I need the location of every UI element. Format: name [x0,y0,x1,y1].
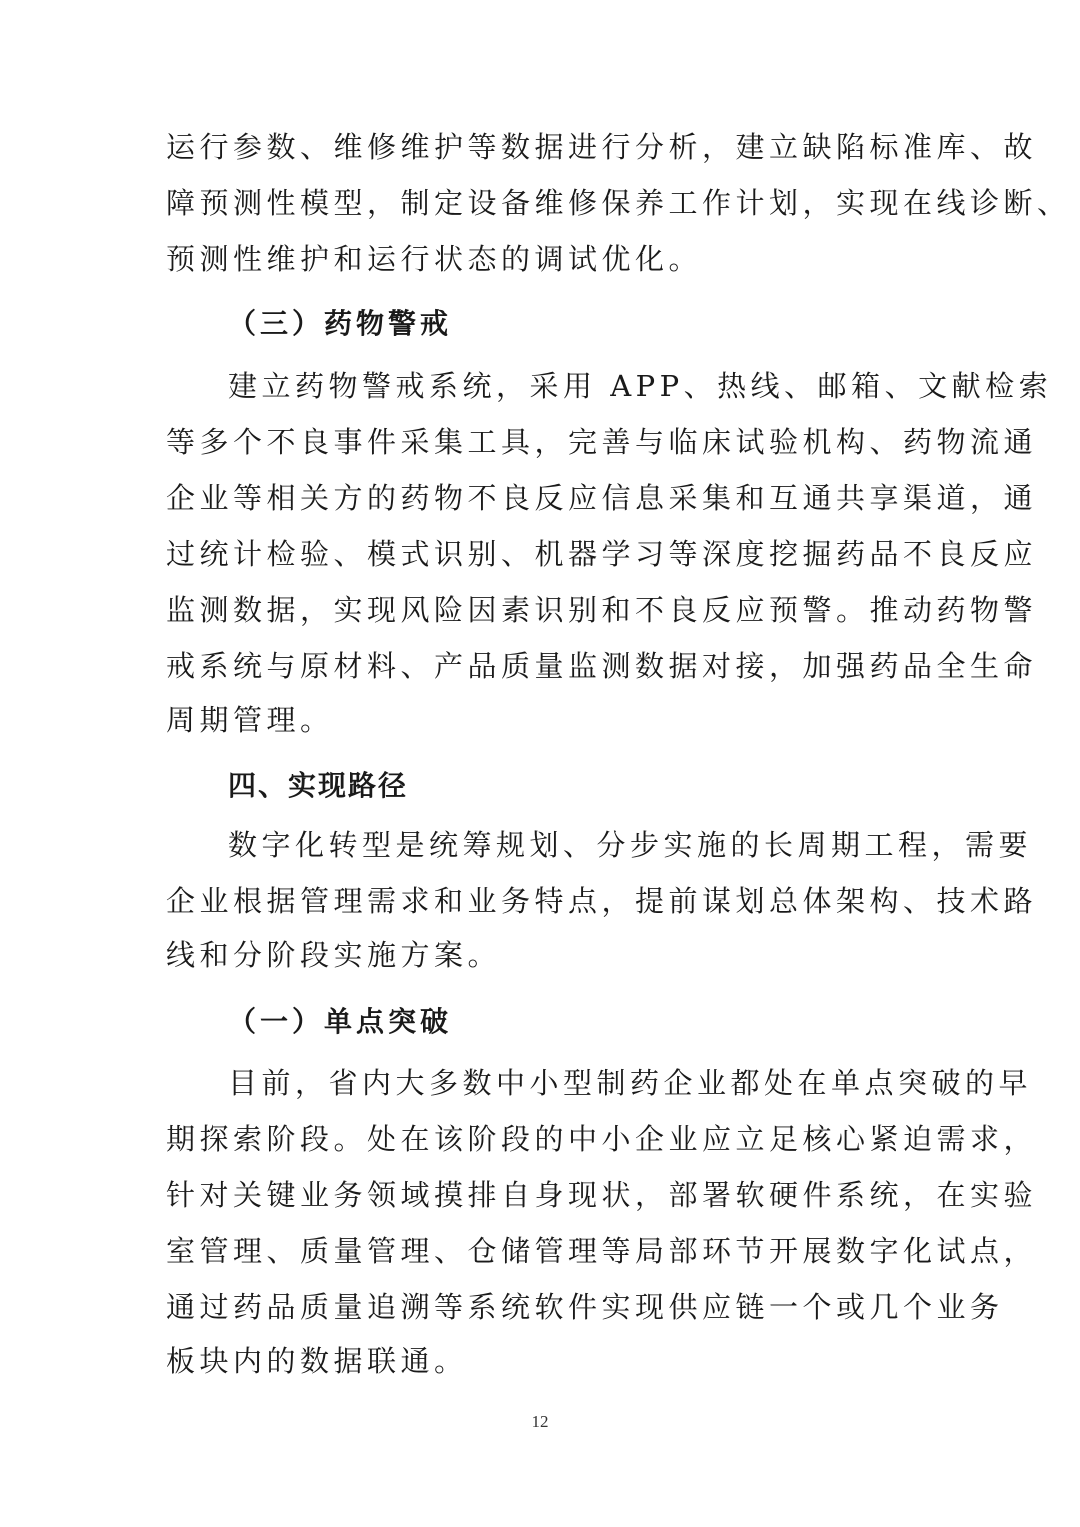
paragraph-line: 企业等相关方的药物不良反应信息采集和互通共享渠道，通 [166,481,1038,515]
paragraph-line: 周期管理。 [166,703,334,737]
paragraph-line: 预测性维护和运行状态的调试优化。 [166,242,703,276]
paragraph-line: 障预测性模型，制定设备维修保养工作计划，实现在线诊断、 [166,186,1071,220]
section-heading-single-point-breakthrough: （一）单点突破 [228,1005,453,1038]
paragraph-line: 企业根据管理需求和业务特点，提前谋划总体架构、技术路 [166,884,1038,918]
paragraph-line: 室管理、质量管理、仓储管理等局部环节开展数字化试点， [166,1234,1038,1268]
paragraph-line: 目前，省内大多数中小型制药企业都处在单点突破的早 [228,1066,1033,1100]
paragraph-line: 期探索阶段。处在该阶段的中小企业应立足核心紧迫需求， [166,1122,1038,1156]
paragraph-line: 通过药品质量追溯等系统软件实现供应链一个或几个业务 [166,1290,1004,1324]
paragraph-line: 板块内的数据联通。 [166,1344,468,1378]
paragraph-line: 戒系统与原材料、产品质量监测数据对接，加强药品全生命 [166,649,1038,683]
paragraph-line: 线和分阶段实施方案。 [166,938,502,972]
paragraph-line: 过统计检验、模式识别、机器学习等深度挖掘药品不良反应 [166,537,1038,571]
paragraph-line: 运行参数、维修维护等数据进行分析，建立缺陷标准库、故 [166,130,1038,164]
section-heading-pharmacovigilance: （三）药物警戒 [228,307,453,340]
page-number: 12 [531,1412,549,1431]
paragraph-line: 等多个不良事件采集工具，完善与临床试验机构、药物流通 [166,425,1038,459]
paragraph-line: 监测数据，实现风险因素识别和不良反应预警。推动药物警 [166,593,1038,627]
paragraph-line: 针对关键业务领域摸排自身现状，部署软硬件系统，在实验 [166,1178,1038,1212]
section-heading-implementation-path: 四、实现路径 [228,769,409,802]
paragraph-line: 建立药物警戒系统，采用 APP、热线、邮箱、文献检索 [228,369,1053,403]
paragraph-line: 数字化转型是统筹规划、分步实施的长周期工程，需要 [228,828,1033,862]
